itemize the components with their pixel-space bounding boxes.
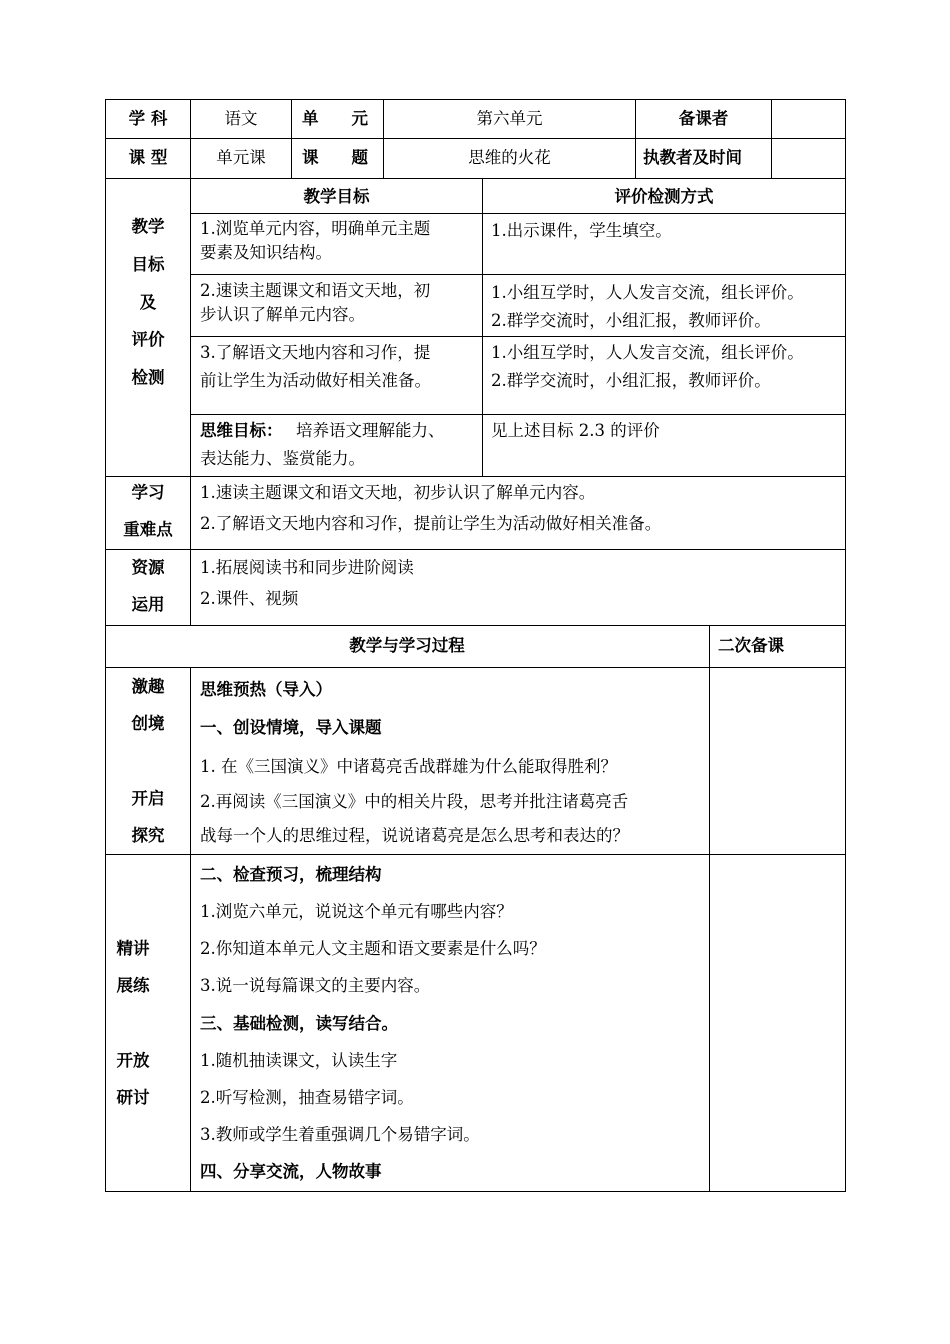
goal-2-line: 2.速读主题课文和语文天地，初 [200, 281, 431, 300]
key-points-side-label: 学习 [131, 483, 165, 502]
type-value: 单元课 [216, 148, 266, 167]
section2-line: 2.你知道本单元人文主题和语文要素是什么吗？ [200, 939, 546, 958]
section2-side-label: 研讨 [116, 1088, 150, 1107]
process-header: 教学与学习过程 [349, 636, 465, 655]
topic-value: 思维的火花 [468, 148, 551, 167]
thinking-goal-text: 表达能力、鉴赏能力。 [200, 449, 365, 468]
goal-3-line: 前让学生为活动做好相关准备。 [200, 371, 431, 390]
rule [190, 667, 191, 1192]
unit-label: 单 元 [302, 109, 368, 128]
eval-1-line: 1.出示课件，学生填空。 [491, 221, 672, 240]
section2-side-label: 开放 [116, 1051, 150, 1070]
section2-side-label: 展练 [116, 976, 150, 995]
rule [845, 99, 846, 1192]
rule [105, 625, 846, 626]
col-teaching-goal: 教学目标 [303, 187, 370, 206]
teacher-time-label: 执教者及时间 [643, 148, 742, 167]
rule [105, 138, 846, 139]
eval-3-line: 1.小组互学时，人人发言交流，组长评价。 [491, 343, 804, 362]
preparer-label: 备课者 [678, 109, 729, 128]
section3-heading: 三、基础检测，读写结合。 [200, 1014, 398, 1033]
eval-3-line: 2.群学交流时，小组汇报，教师评价。 [491, 371, 771, 390]
rule [105, 854, 846, 855]
rule [105, 99, 846, 100]
objectives-side-label: 评价 [131, 330, 165, 349]
section1-side-label: 激趣 [131, 677, 165, 696]
objectives-side-label: 目标 [131, 255, 165, 274]
rule [771, 99, 772, 178]
section3-line: 1.随机抽读课文，认读生字 [200, 1051, 398, 1070]
resource-line: 2.课件、视频 [200, 589, 299, 608]
section2-heading: 二、检查预习，梳理结构 [200, 865, 382, 884]
rule [190, 213, 846, 214]
eval-2-line: 2.群学交流时，小组汇报，教师评价。 [491, 311, 771, 330]
section3-line: 3.教师或学生着重强调几个易错字词。 [200, 1125, 480, 1144]
thinking-goal-eval: 见上述目标 2.3 的评价 [491, 421, 660, 440]
rule [291, 99, 292, 178]
rule [482, 178, 483, 476]
rule [105, 476, 846, 477]
resource-line: 1.拓展阅读书和同步进阶阅读 [200, 558, 414, 577]
eval-2-line: 1.小组互学时，人人发言交流，组长评价。 [491, 283, 804, 302]
unit-value: 第六单元 [476, 109, 543, 128]
section4-heading: 四、分享交流，人物故事 [200, 1162, 382, 1181]
type-label: 课 型 [128, 148, 168, 167]
topic-label: 课 题 [302, 148, 368, 167]
goal-2-line: 步认识了解单元内容。 [200, 305, 365, 324]
rule [105, 1191, 846, 1192]
goal-1-line: 1.浏览单元内容，明确单元主题 [200, 219, 431, 238]
section1-line: 1. 在《三国演义》中诸葛亮舌战群雄为什么能取得胜利？ [200, 757, 617, 776]
goal-1-line: 要素及知识结构。 [200, 243, 332, 262]
section1-subtitle: 一、创设情境，导入课题 [200, 718, 382, 737]
key-points-side-label: 重难点 [123, 520, 173, 539]
resources-side-label: 资源 [131, 558, 165, 577]
section1-side-label: 创境 [131, 714, 165, 733]
objectives-side-label: 检测 [131, 368, 165, 387]
section1-title: 思维预热（导入） [200, 680, 332, 699]
section2-line: 3.说一说每篇课文的主要内容。 [200, 976, 431, 995]
section3-line: 2.听写检测，抽查易错字词。 [200, 1088, 414, 1107]
second-prep-header: 二次备课 [718, 636, 784, 655]
rule [105, 549, 846, 550]
rule [190, 414, 846, 415]
subject-label: 学 科 [128, 109, 168, 128]
rule [190, 336, 846, 337]
section1-side-label: 探究 [131, 826, 165, 845]
rule [709, 625, 710, 1192]
rule [190, 99, 191, 625]
section2-side-label: 精讲 [116, 939, 150, 958]
subject-value: 语文 [224, 109, 258, 128]
section2-line: 1.浏览六单元，说说这个单元有哪些内容？ [200, 902, 513, 921]
objectives-side-label: 及 [139, 293, 157, 312]
objectives-side-label: 教学 [131, 217, 165, 236]
resources-side-label: 运用 [131, 595, 165, 614]
rule [105, 667, 846, 668]
section1-line: 2.再阅读《三国演义》中的相关片段，思考并批注诸葛亮舌 [200, 792, 629, 811]
thinking-goal-text: 培养语文理解能力、 [296, 421, 445, 440]
rule [105, 178, 846, 179]
section1-side-label: 开启 [131, 789, 165, 808]
goal-3-line: 3.了解语文天地内容和习作，提 [200, 343, 431, 362]
col-evaluation-method: 评价检测方式 [614, 187, 714, 206]
key-point-line: 2.了解语文天地内容和习作，提前让学生为活动做好相关准备。 [200, 514, 662, 533]
key-point-line: 1.速读主题课文和语文天地，初步认识了解单元内容。 [200, 483, 596, 502]
thinking-goal-label: 思维目标： [200, 421, 283, 440]
rule [190, 274, 846, 275]
section1-line: 战每一个人的思维过程，说说诸葛亮是怎么思考和表达的？ [200, 826, 629, 845]
